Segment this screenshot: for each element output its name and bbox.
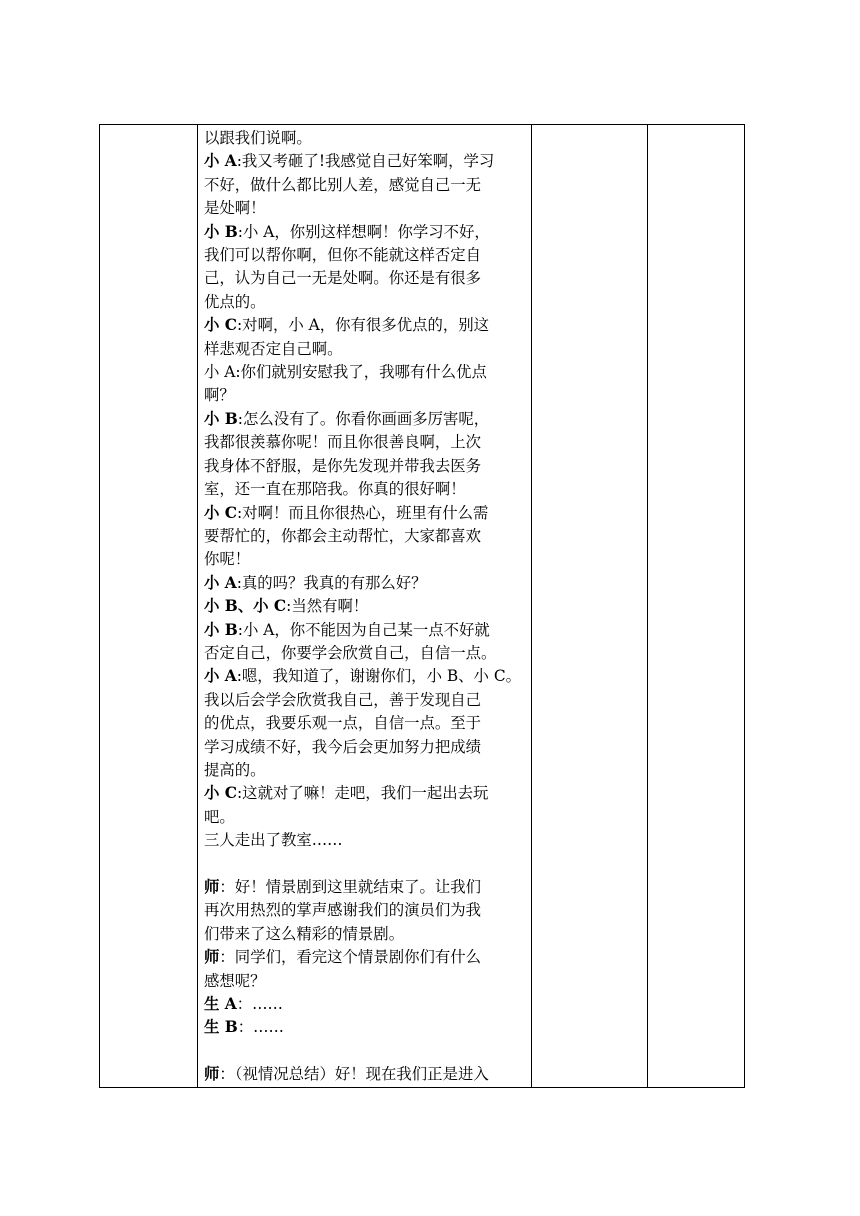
- line-text: :我又考砸了!我感觉自己好笨啊，学习: [236, 152, 495, 171]
- line-text: 优点的。: [204, 292, 266, 311]
- line-text: 以跟我们说啊。: [204, 129, 312, 147]
- line-text: 啊？: [204, 386, 235, 405]
- line-text: :小 A，你不能因为自己某一点不好就: [237, 620, 490, 639]
- line-text: 的优点，我要乐观一点，自信一点。至于: [204, 714, 482, 733]
- line-text: 是处啊！: [204, 199, 266, 218]
- dialogue-line: [204, 197, 527, 220]
- line-text: 小 A:你们就别安慰我了，我哪有什么优点: [204, 363, 487, 382]
- line-text: 吧。: [204, 807, 235, 826]
- dialogue-line: [204, 642, 527, 665]
- line-text: 我都很羡慕你呢！而且你很善良啊，上次: [204, 433, 482, 452]
- dialogue-line: [204, 244, 527, 267]
- script-text: [198, 125, 531, 1087]
- dialogue-line: [204, 455, 527, 478]
- speaker-label: 小 C: [204, 316, 237, 335]
- line-text: :怎么没有了。你看你画画多厉害呢，: [237, 409, 490, 428]
- speaker-label: 生 B: [204, 1018, 238, 1037]
- speaker-label: 小 B: [204, 620, 238, 639]
- dialogue-line: [204, 127, 527, 150]
- lesson-plan-table: [99, 124, 745, 1088]
- dialogue-line: [204, 174, 527, 197]
- dialogue-line: [204, 502, 527, 525]
- dialogue-line: [204, 946, 527, 969]
- dialogue-line: [204, 572, 527, 595]
- line-text: 三人走出了教室……: [204, 831, 343, 850]
- line-text: :这就对了嘛！走吧，我们一起出去玩: [237, 784, 489, 803]
- dialogue-line: [204, 759, 527, 782]
- dialogue-line: [204, 548, 527, 571]
- line-text: :对啊！而且你很热心，班里有什么需: [237, 503, 489, 522]
- speaker-label: 小 C: [204, 784, 237, 803]
- line-text: 再次用热烈的掌声感谢我们的演员们为我: [204, 901, 482, 920]
- dialogue-line: [204, 221, 527, 244]
- speaker-label: 小 C: [204, 503, 237, 522]
- speaker-label: 师: [204, 1065, 220, 1084]
- speaker-label: 小 B、小 C: [204, 597, 287, 616]
- line-text: 己，认为自己一无是处啊。你还是有很多: [204, 269, 482, 288]
- speaker-label: 小 A: [204, 152, 237, 171]
- line-text: ：……: [237, 1018, 284, 1037]
- dialogue-line: [204, 899, 527, 922]
- line-text: :当然有啊！: [286, 597, 369, 616]
- student-activity-cell: [532, 125, 648, 1088]
- line-text: 室，还一直在那陪我。你真的很好啊！: [204, 480, 466, 499]
- speaker-label: 小 A: [204, 573, 237, 592]
- dialogue-line: [204, 595, 527, 618]
- line-text: 我以后会学会欣赏我自己，善于发现自己: [204, 690, 482, 709]
- line-text: 我身体不舒服，是你先发现并带我去医务: [204, 456, 482, 475]
- line-text: 不好，做什么都比别人差，感觉自己一无: [204, 175, 482, 194]
- dialogue-line: [204, 338, 527, 361]
- line-text: ：同学们，看完这个情景剧你们有什么: [219, 948, 482, 967]
- line-text: 们带来了这么精彩的情景剧。: [204, 924, 405, 943]
- dialogue-line: [204, 291, 527, 314]
- dialogue-line: [204, 993, 527, 1016]
- dialogue-line: [204, 525, 527, 548]
- line-text: ：好！情景剧到这里就结束了。让我们: [219, 877, 482, 896]
- speaker-label: 师: [204, 948, 220, 967]
- speaker-label: 小 A: [204, 667, 237, 686]
- line-text: 否定自己，你要学会欣赏自己，自信一点。: [204, 643, 497, 662]
- dialogue-line: [204, 782, 527, 805]
- dialogue-line: [204, 689, 527, 712]
- line-text: 你呢！: [204, 550, 251, 569]
- speaker-label: 小 B: [204, 222, 238, 241]
- line-text: 提高的。: [204, 760, 266, 779]
- line-text: :嗯，我知道了，谢谢你们，小 B、小 C。: [236, 667, 522, 686]
- dialogue-line: [204, 665, 527, 688]
- dialogue-line: [204, 1063, 527, 1086]
- dialogue-line: [204, 1040, 527, 1063]
- dialogue-line: [204, 970, 527, 993]
- line-text: 学习成绩不好，我今后会更加努力把成绩: [204, 737, 482, 756]
- dialogue-line: [204, 361, 527, 384]
- dialogue-line: [204, 806, 527, 829]
- line-text: 感想呢？: [204, 971, 266, 990]
- dialogue-line: [204, 408, 527, 431]
- dialogue-line: [204, 150, 527, 173]
- line-text: ：（视情况总结）好！现在我们正是进入: [219, 1065, 489, 1084]
- dialogue-line: [204, 314, 527, 337]
- teaching-process-cell: [198, 125, 532, 1088]
- line-text: 我们可以帮你啊，但你不能就这样否定自: [204, 246, 482, 265]
- dialogue-line: [204, 267, 527, 290]
- line-text: 要帮忙的，你都会主动帮忙，大家都喜欢: [204, 526, 482, 545]
- dialogue-line: [204, 876, 527, 899]
- speaker-label: 生 A: [204, 995, 237, 1014]
- line-text: :对啊，小 A，你有很多优点的，别这: [237, 316, 490, 335]
- line-text: :小 A，你别这样想啊！你学习不好，: [237, 222, 490, 241]
- line-text: :真的吗？我真的有那么好？: [236, 573, 427, 592]
- design-intent-cell: [648, 125, 745, 1088]
- dialogue-line: [204, 923, 527, 946]
- speaker-label: 小 B: [204, 409, 238, 428]
- dialogue-line: [204, 478, 527, 501]
- dialogue-line: [204, 829, 527, 852]
- stage-cell: [100, 125, 198, 1088]
- line-text: ：……: [236, 995, 283, 1014]
- speaker-label: 师: [204, 877, 220, 896]
- dialogue-line: [204, 712, 527, 735]
- dialogue-line: [204, 1016, 527, 1039]
- dialogue-line: [204, 619, 527, 642]
- line-text: 样悲观否定自己啊。: [204, 339, 343, 358]
- dialogue-line: [204, 853, 527, 876]
- dialogue-line: [204, 384, 527, 407]
- table-row: [100, 125, 745, 1088]
- dialogue-line: [204, 736, 527, 759]
- dialogue-line: [204, 431, 527, 454]
